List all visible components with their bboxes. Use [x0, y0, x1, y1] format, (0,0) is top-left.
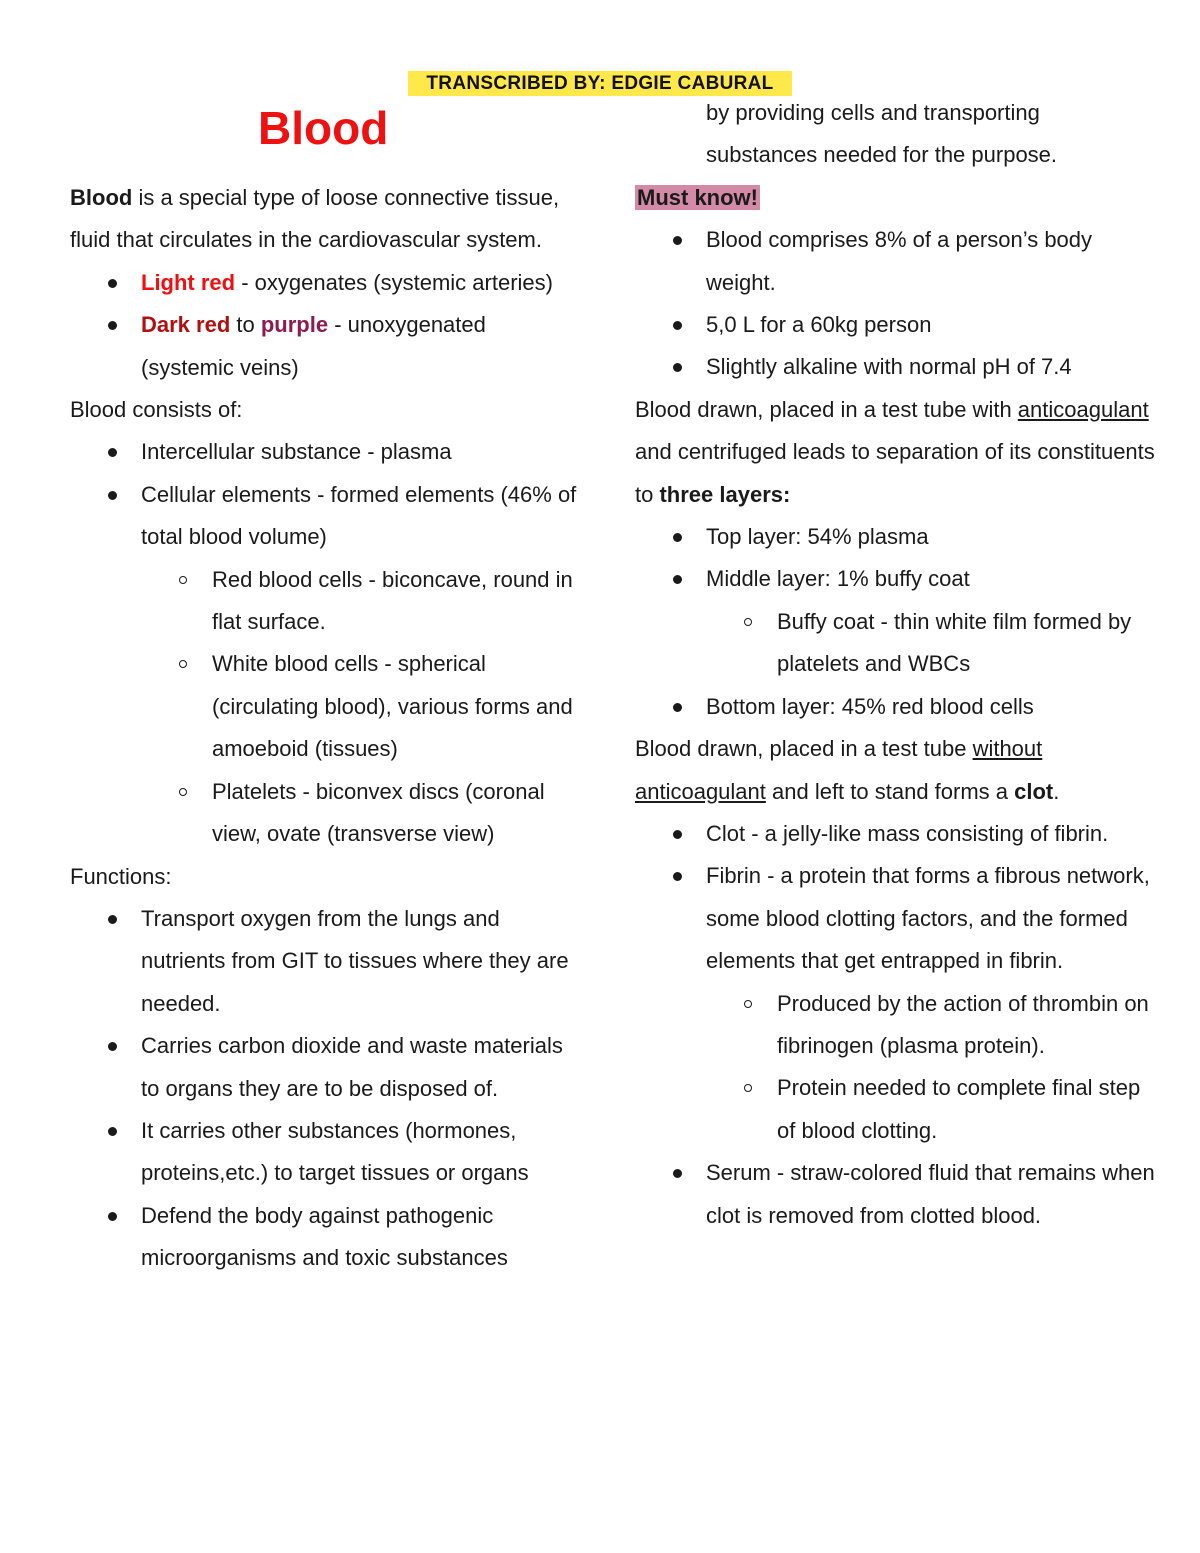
term-purple: purple	[260, 312, 329, 338]
list-item-text: Slightly alkaline with normal pH of 7.4	[706, 354, 1072, 380]
list-item-text: 5,0 L for a 60kg person	[706, 312, 932, 338]
bullet-icon	[673, 236, 682, 245]
connector-text: to	[230, 312, 261, 338]
list-item	[141, 431, 580, 473]
sublist-item	[212, 559, 580, 644]
sublist-item-text: Produced by the action of thrombin on fibrinogen (plasma protein).	[777, 990, 1149, 1058]
clot-paragraph	[635, 728, 1155, 813]
must-know-line	[635, 177, 1155, 219]
list-item	[141, 262, 580, 304]
list-item	[706, 558, 1155, 685]
list-item-text: Blood comprises 8% of a person’s body weight.	[706, 227, 1093, 295]
functions-heading: Functions:	[70, 863, 172, 889]
list-item-text: Middle layer: 1% buffy coat	[706, 566, 970, 592]
list-item	[706, 1152, 1155, 1237]
circle-bullet-icon	[744, 1000, 752, 1008]
bullet-icon	[673, 872, 682, 881]
buffy-sublist	[706, 601, 1155, 686]
list-item-text: Carries carbon dioxide and waste materials to organs they are to be disposed of.	[141, 1033, 563, 1101]
intro-paragraph	[70, 177, 580, 262]
circle-bullet-icon	[744, 618, 752, 626]
paragraph-text: .	[1053, 778, 1060, 804]
bullet-icon	[108, 1212, 117, 1221]
circle-bullet-icon	[179, 576, 187, 584]
list-item	[141, 898, 580, 1025]
sublist-item-text: Red blood cells - biconcave, round in flat surface.	[212, 566, 573, 635]
list-item-text: Serum - straw-colored fluid that remains when clot is removed from clotted blood.	[706, 1160, 1155, 1228]
list-item-text: Defend the body against pathogenic microorganisms and toxic substances	[141, 1202, 508, 1271]
sublist-item	[777, 983, 1155, 1068]
must-know-label: Must know!	[637, 184, 758, 210]
layers-list	[635, 516, 1155, 728]
bullet-icon	[673, 703, 682, 712]
list-item-text: Transport oxygen from the lungs and nutrients from GIT to tissues where they are needed.	[141, 905, 569, 1016]
list-item-text: - oxygenates (systemic arteries)	[235, 269, 553, 295]
circle-bullet-icon	[179, 660, 187, 668]
consists-heading: Blood consists of:	[70, 397, 243, 423]
bullet-icon	[108, 491, 117, 500]
bullet-icon	[108, 915, 117, 924]
list-item-text: It carries other substances (hormones, proteins,etc.) to target tissues or organs	[141, 1117, 529, 1186]
anticoagulant-term: anticoagulant	[1017, 396, 1149, 422]
without-anticoagulant-term: without anticoagulant	[635, 736, 1043, 804]
page-title: Blood	[258, 102, 389, 154]
list-item	[141, 1195, 580, 1280]
paragraph-text: and left to stand forms a	[765, 778, 1015, 804]
list-item	[141, 304, 580, 389]
must-know-list	[635, 219, 1155, 389]
list-item	[706, 813, 1155, 855]
sublist-item	[777, 601, 1155, 686]
list-item	[141, 1110, 580, 1195]
list-item	[706, 855, 1155, 1152]
sublist-item-text: Platelets - biconvex discs (coronal view, ovate (transverse view)	[212, 778, 545, 847]
list-item-text: Clot - a jelly-like mass consisting of fibrin.	[706, 820, 1109, 846]
list-item-text: - unoxygenated (systemic veins)	[141, 312, 486, 380]
three-layers-term: three layers:	[659, 481, 791, 507]
clot-term: clot	[1014, 778, 1054, 804]
list-item	[706, 219, 1155, 304]
bullet-icon	[108, 1042, 117, 1051]
bullet-icon	[673, 575, 682, 584]
bullet-icon	[108, 279, 117, 288]
bullet-icon	[108, 321, 117, 330]
list-item	[706, 686, 1155, 728]
list-item-text: Bottom layer: 45% red blood cells	[706, 693, 1034, 719]
continuation-text: by providing cells and transporting substances needed for the purpose.	[706, 100, 1058, 168]
intro-text: is a special type of loose connective tissue, fluid that circulates in the cardiovascular system.	[70, 185, 560, 253]
list-item	[706, 346, 1155, 388]
bullet-icon	[673, 533, 682, 542]
sublist-item-text: Protein needed to complete final step of blood clotting.	[777, 1075, 1141, 1143]
transcriber-header: TRANSCRIBED BY: EDGIE CABURAL	[408, 71, 792, 96]
list-item	[141, 474, 580, 856]
sublist-item	[777, 1067, 1155, 1152]
bullet-icon	[673, 363, 682, 372]
sublist-item	[212, 771, 580, 856]
bullet-icon	[108, 448, 117, 457]
fibrin-sublist	[706, 983, 1155, 1153]
paragraph-text: Blood drawn, placed in a test tube with	[635, 396, 1018, 422]
list-item	[706, 304, 1155, 346]
term-dark-red: Dark red	[141, 312, 231, 338]
bullet-icon	[673, 1169, 682, 1178]
intro-term: Blood	[70, 185, 133, 210]
circle-bullet-icon	[744, 1084, 752, 1092]
consists-list	[70, 431, 580, 855]
clot-list	[635, 813, 1155, 1237]
sublist-item	[212, 643, 580, 770]
paragraph-text: Blood drawn, placed in a test tube	[635, 736, 973, 762]
list-item-text: Intercellular substance - plasma	[141, 439, 452, 465]
list-item	[706, 516, 1155, 558]
bullet-icon	[108, 1127, 117, 1136]
right-column	[635, 92, 1155, 1237]
list-item-text: Top layer: 54% plasma	[706, 524, 929, 550]
blood-color-list	[70, 262, 580, 389]
bullet-icon	[673, 830, 682, 839]
paragraph-text: and centrifuged leads to separation of its constituents to	[635, 439, 1155, 507]
left-column	[70, 177, 580, 1280]
list-item	[141, 1025, 580, 1110]
formed-elements-sublist	[141, 559, 580, 856]
anticoagulant-paragraph	[635, 389, 1155, 516]
functions-list	[70, 898, 580, 1280]
circle-bullet-icon	[179, 788, 187, 796]
bullet-icon	[673, 321, 682, 330]
sublist-item-text: White blood cells - spherical (circulating blood), various forms and amoeboid (tissues)	[212, 651, 573, 762]
list-item-text: Cellular elements - formed elements (46% of total blood volume)	[141, 481, 577, 550]
term-light-red: Light red	[141, 269, 236, 295]
list-item-text: Fibrin - a protein that forms a fibrous network, some blood clotting factors, and the formed elements that get entrapped in fibrin.	[706, 863, 1150, 974]
sublist-item-text: Buffy coat - thin white film formed by platelets and WBCs	[777, 608, 1132, 677]
